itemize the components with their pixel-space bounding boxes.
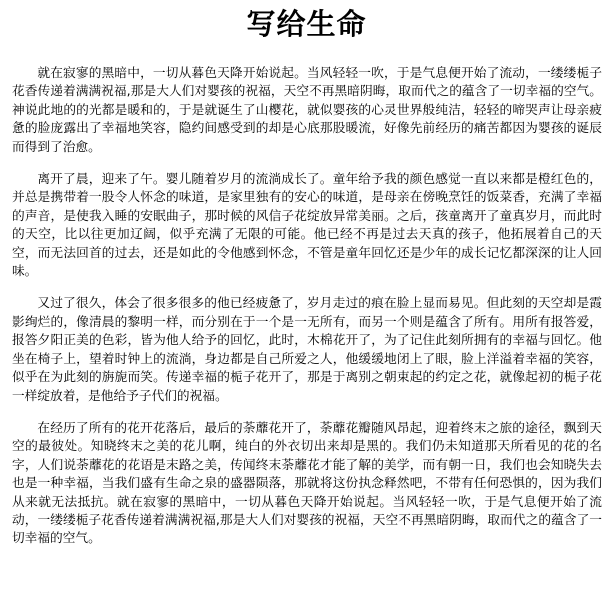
article-paragraph: 离开了晨，迎来了午。婴儿随着岁月的流淌成长了。童年给予我的颜色感觉一直以来都是橙红色的，并总是携带着一股令人怀念的味道，是家里独有的安心的味道，是母亲在傍晚烹饪的饭菜香，充满了幸福的声音，是使我入睡的安眠曲子，那时候的风信子花绽放异常美丽。之后，孩童离开了童真岁月，而此时的天空，比以往更加辽阔，似乎充满了无限的可能。他已经不再是过去天真的孩子，他拓展着自己的天空，而无法回首的过去，还是如此的令他感到怀念，不管是童年回忆还是少年的成长记忆都深深的让人回味。: [12, 171, 602, 279]
article-paragraph: 就在寂寥的黑暗中，一切从暮色天降开始说起。当风轻轻一吹，于是气息便开始了流动，一缕缕栀子花香传递着满满祝福,那是大人们对婴孩的祝福，天空不再黑暗阴晦，取而代之的蕴含了一切幸福的空气。神说此地的的光都是暖和的，于是就诞生了山樱花，就似婴孩的心灵世界般纯洁，轻轻的啼哭声让母亲疲惫的脸庞露出了幸福地笑容，隐约间感受到的却是心底那股暖流，好像先前经历的痛苦都因为婴孩的诞辰而得到了治愈。: [12, 65, 602, 154]
article-paragraph: 在经历了所有的花开花落后，最后的荼蘼花开了，荼蘼花瓣随风昂起，迎着终末之旅的途径，飘到天空的最彼处。知晓终末之美的花儿啊，纯白的外衣切出来却是黑的。我们仍未知道那天所看见的花的名字，人们说荼蘼花的花语是末路之美，传闻终末荼蘼花才能了解的美学，而有朝一日，我们也会知晓失去也是一种幸福，当我们盛有生命之泉的盛器陨落，那就将这份执念释然吧，不带有任何恐惧的，因为我们从来就无法抵抗。就在寂寥的黑暗中，一切从暮色天降开始说起。当风轻轻一吹，于是气息便开始了流动，一缕缕栀子花香传递着满满祝福,那是大人们对婴孩的祝福，天空不再黑暗阴晦，取而代之的蕴含了一切幸福的空气。: [12, 419, 602, 546]
article-body: [12, 64, 602, 562]
article-title: 写给生命: [246, 7, 367, 41]
article-paragraph: 又过了很久，体会了很多很多的他已经疲惫了，岁月走过的痕在脸上显而易见。但此刻的天空却是霞影绚烂的，像清晨的黎明一样，而分别在于一个是一无所有，而另一个则是蕴含了所有。用所有报答爱，报答夕阳正美的色彩，皆为他人给予的回忆，此时，木棉花开了，为了记住此刻所拥有的幸福与回忆。他坐在椅子上，望着时钟上的流淌，身边都是自己所爱之人，他缓缓地闭上了眼，脸上洋溢着幸福的笑容，似乎在为此刻的旃旎而笑。传递幸福的栀子花开了，那是于离别之朝束起的约定之花，就像起初的栀子花一样绽放着，是他给予子代们的祝福。: [12, 295, 602, 403]
